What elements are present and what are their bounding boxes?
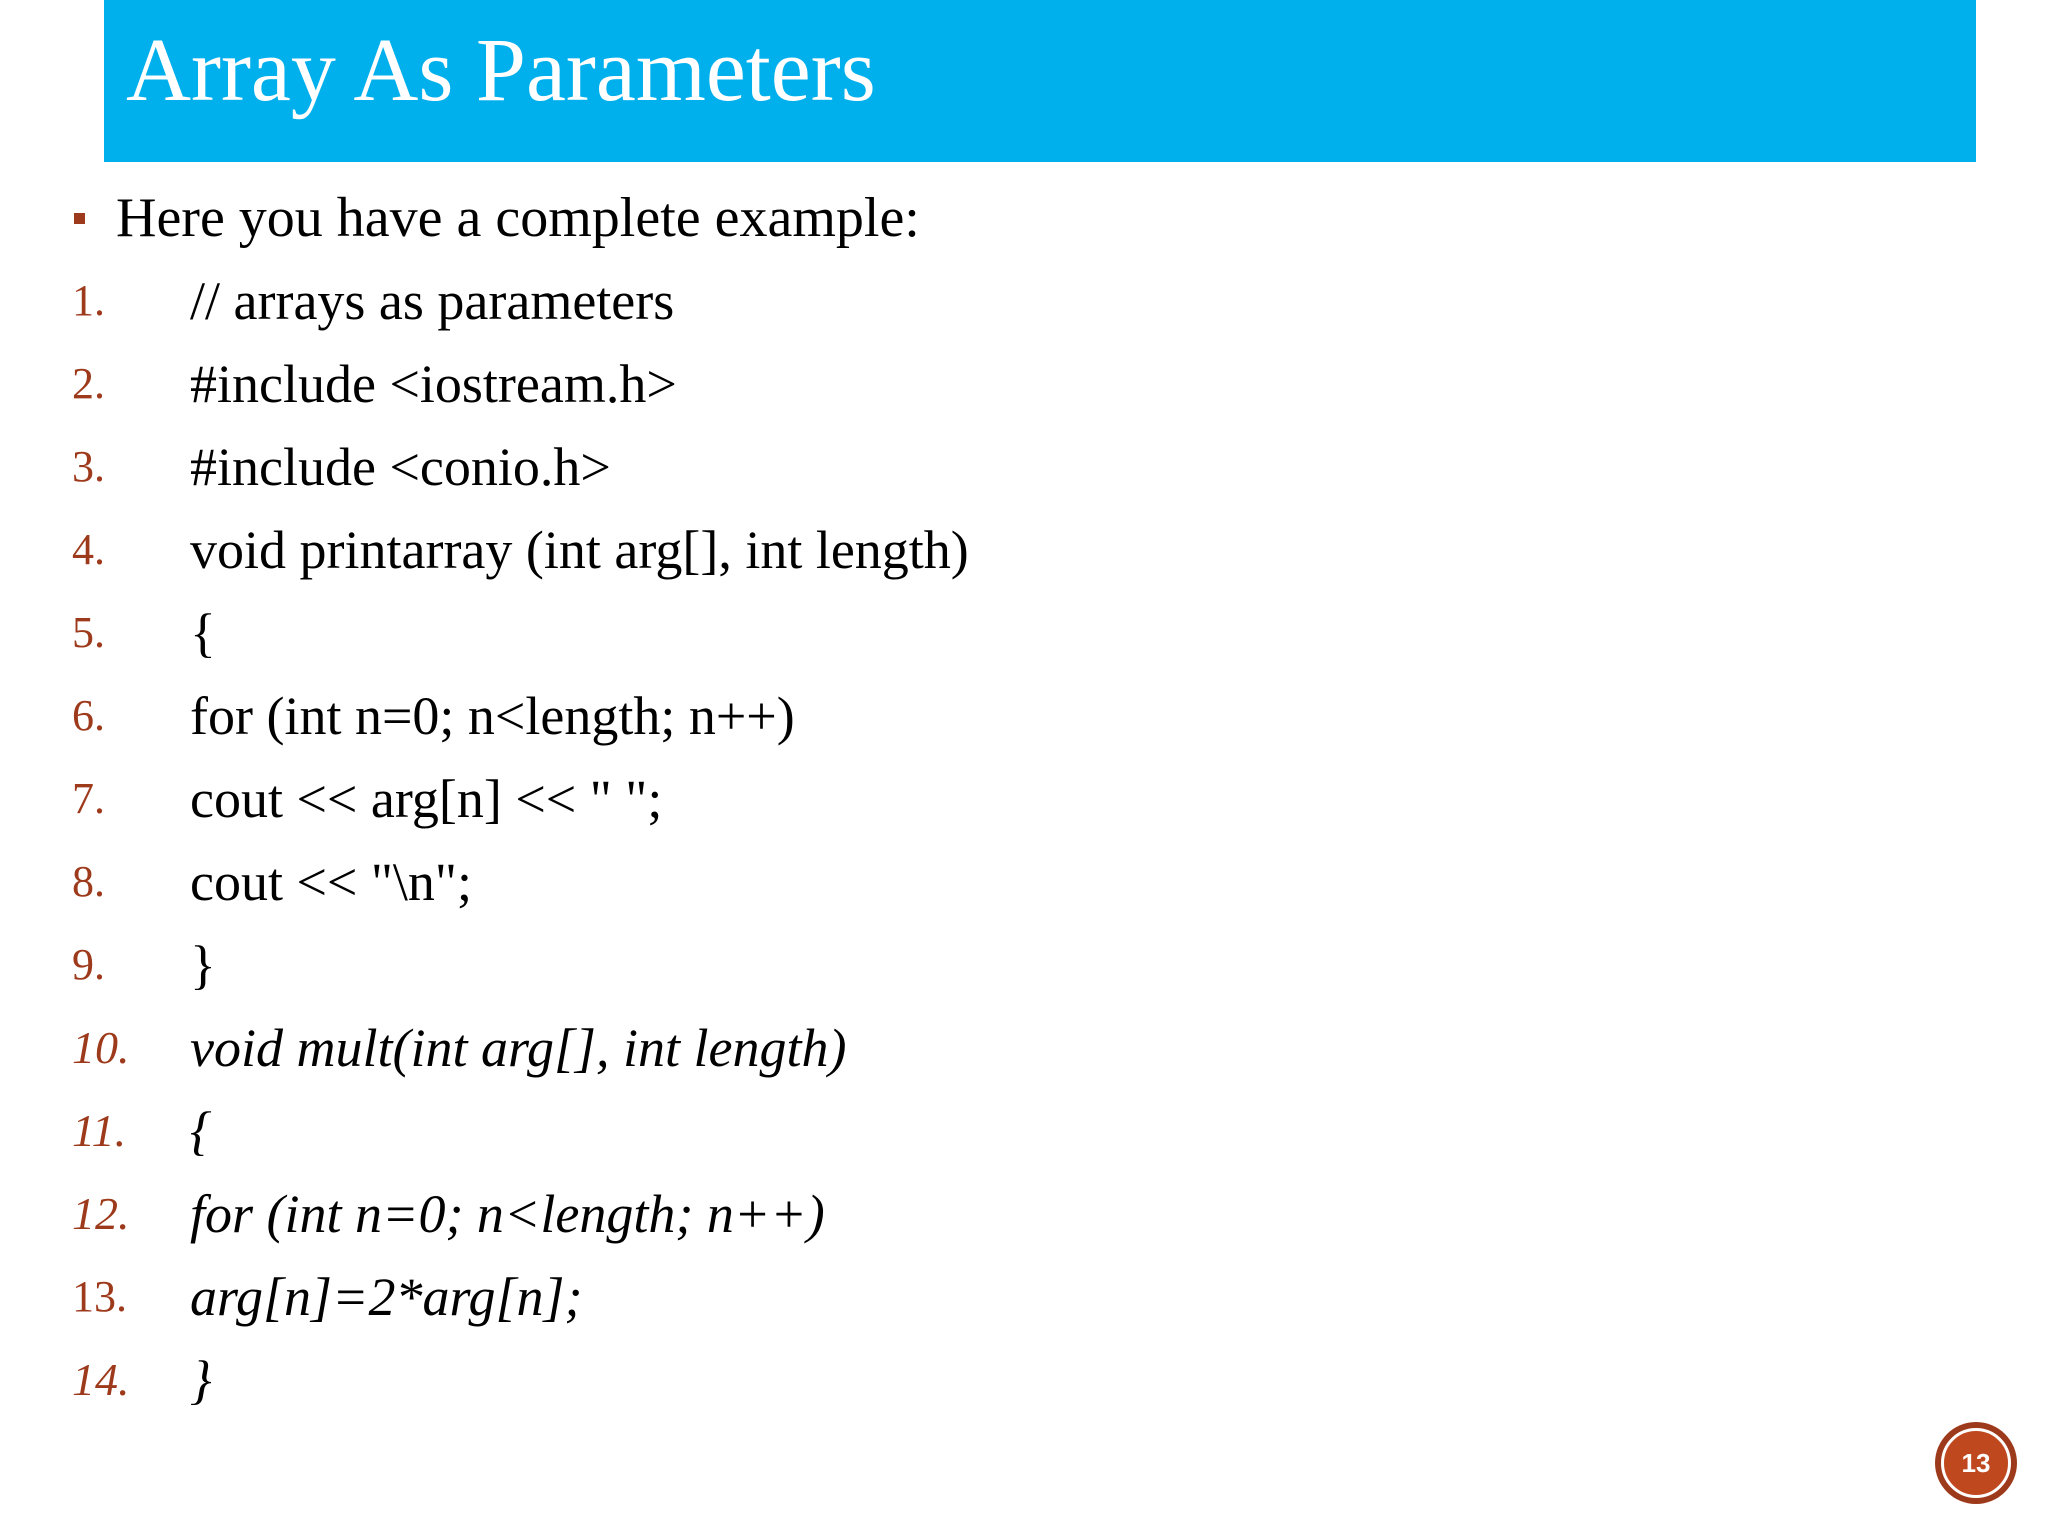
code-line [0,598,1400,668]
line-code: for (int n=0; n<length; n++) [190,686,795,746]
code-line [0,1262,1400,1332]
line-number: 7. [72,774,105,823]
line-code: for (int n=0; n<length; n++) [190,1184,825,1244]
line-number: 5. [72,608,105,657]
code-line [0,1179,1400,1249]
line-number: 8. [72,857,105,906]
line-code: // arrays as parameters [190,271,675,331]
line-code: #include <conio.h> [190,437,611,497]
code-line [0,266,1400,336]
line-number: 11. [72,1105,127,1156]
bullet-marker-icon [74,213,85,224]
line-number: 4. [72,525,105,574]
line-number: 12. [72,1188,130,1239]
page-number-badge [1935,1422,2017,1504]
line-code: { [190,603,216,663]
line-number: 14. [72,1354,130,1405]
line-number: 13. [72,1272,127,1321]
page-number: 13 [1961,1447,1991,1478]
code-line [0,681,1400,751]
code-line [0,847,1400,917]
code-line [0,349,1400,419]
line-number: 1. [72,276,105,325]
slide-title-bar [104,0,1976,162]
line-code: void mult(int arg[], int length) [190,1018,847,1078]
line-code: { [190,1101,212,1161]
code-line [0,1013,1400,1083]
slide-title: Array As Parameters [126,21,876,120]
line-number: 2. [72,359,105,408]
line-code: void printarray (int arg[], int length) [190,520,969,580]
line-number: 6. [72,691,105,740]
bullet-text: Here you have a complete example: [116,187,920,249]
code-line [0,515,1400,585]
line-number: 9. [72,940,105,989]
line-code: arg[n]=2*arg[n]; [190,1267,583,1327]
line-code: cout << arg[n] << " "; [190,769,663,829]
code-line [0,432,1400,502]
line-number: 3. [72,442,105,491]
code-line [0,1345,1400,1415]
line-code: #include <iostream.h> [190,354,677,414]
line-code: cout << "\n"; [190,852,472,912]
line-number: 10. [72,1022,130,1073]
code-line [0,764,1400,834]
code-line [0,930,1400,1000]
line-code: } [190,1350,212,1410]
bullet-item [70,183,920,253]
code-line [0,1096,1400,1166]
line-code: } [190,935,216,995]
